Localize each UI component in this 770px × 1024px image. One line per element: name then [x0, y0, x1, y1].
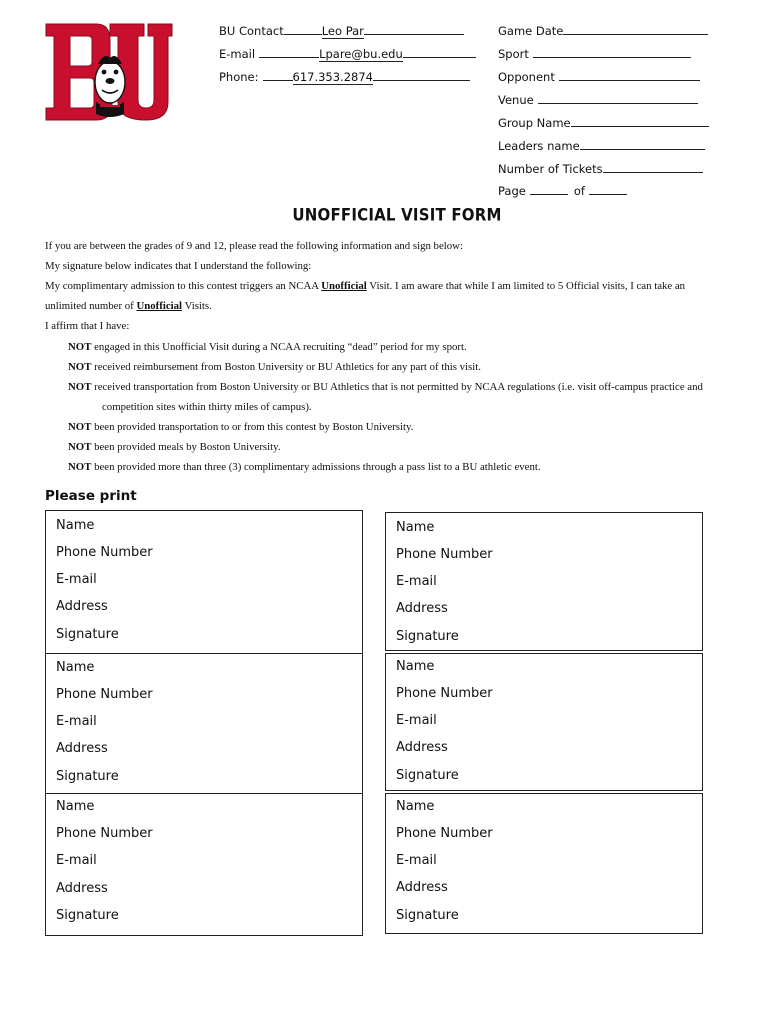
affirmation-item — [68, 362, 481, 373]
tickets-line — [498, 162, 703, 176]
page-line — [498, 184, 627, 198]
intro-line-4-pre: unlimited number of — [45, 300, 137, 312]
signature-box-right-3 — [385, 793, 703, 934]
signature-box-right-2 — [385, 653, 703, 791]
phone-field[interactable]: Phone Number — [396, 686, 493, 701]
affirmation-item — [68, 382, 703, 393]
sport-line — [498, 47, 691, 61]
phone-label: Phone: — [219, 70, 259, 84]
phone-field[interactable]: Phone Number — [56, 687, 153, 702]
phone-field[interactable]: Phone Number — [396, 826, 493, 841]
intro-line-5: I affirm that I have: — [45, 320, 130, 332]
email-field[interactable]: E-mail — [56, 572, 97, 587]
tickets-label: Number of Tickets — [498, 162, 603, 176]
intro-line-3 — [45, 281, 685, 292]
intro-line-3-post: Visit. I am aware that while I am limited to 5 Official visits, I can take an — [366, 280, 686, 292]
signature-field[interactable]: Signature — [396, 908, 459, 923]
intro-line-4 — [45, 301, 212, 312]
signature-field[interactable]: Signature — [396, 768, 459, 783]
intro-line-3-unofficial: Unofficial — [321, 280, 367, 292]
form-title: UNOFFICIAL VISIT FORM — [292, 204, 502, 226]
address-field[interactable]: Address — [396, 880, 448, 895]
name-field[interactable]: Name — [396, 659, 435, 674]
signature-field[interactable]: Signature — [56, 627, 119, 642]
bu-logo — [44, 22, 174, 122]
affirmation-not: NOT — [68, 361, 92, 373]
affirmation-not: NOT — [68, 441, 92, 453]
phone-field[interactable]: Phone Number — [56, 545, 153, 560]
signature-field[interactable]: Signature — [56, 769, 119, 784]
phone-field[interactable]: Phone Number — [396, 547, 493, 562]
venue-label: Venue — [498, 93, 534, 107]
phone-value: 617.353.2874 — [292, 70, 373, 84]
name-field[interactable]: Name — [56, 518, 95, 533]
affirmation-text: competition sites within thirty miles of campus). — [102, 401, 312, 413]
affirmation-item — [68, 422, 413, 433]
opponent-label: Opponent — [498, 70, 555, 84]
bu-contact-label: BU Contact — [219, 24, 284, 38]
affirmation-text: been provided meals by Boston University. — [91, 441, 281, 453]
affirmation-not: NOT — [68, 341, 92, 353]
address-field[interactable]: Address — [396, 601, 448, 616]
page-label: Page — [498, 184, 526, 198]
address-field[interactable]: Address — [396, 740, 448, 755]
phone-field[interactable]: Phone Number — [56, 826, 153, 841]
intro-line-4-unofficial: Unofficial — [136, 300, 183, 312]
email-field[interactable]: E-mail — [56, 853, 97, 868]
name-field[interactable]: Name — [396, 520, 435, 535]
email-field[interactable]: E-mail — [396, 853, 437, 868]
affirmation-item — [68, 462, 541, 473]
phone-line — [219, 70, 470, 85]
intro-line-3-pre: My complimentary admission to this contest triggers an NCAA — [45, 280, 322, 292]
name-field[interactable]: Name — [56, 660, 95, 675]
bu-contact-value: Leo Par — [321, 24, 364, 38]
address-field[interactable]: Address — [56, 741, 108, 756]
signature-field[interactable]: Signature — [396, 629, 459, 644]
affirmation-text: been provided more than three (3) complimentary admissions through a pass list to a BU athletic event. — [91, 461, 541, 473]
signature-field[interactable]: Signature — [56, 908, 119, 923]
email-field[interactable]: E-mail — [396, 574, 437, 589]
name-field[interactable]: Name — [56, 799, 95, 814]
address-field[interactable]: Address — [56, 881, 108, 896]
affirmation-not: NOT — [68, 461, 92, 473]
of-label: of — [573, 184, 585, 198]
group-name-line — [498, 116, 709, 130]
affirmation-text: been provided transportation to or from this contest by Boston University. — [91, 421, 414, 433]
game-date-label: Game Date — [498, 24, 564, 38]
signature-box-left — [45, 510, 363, 936]
divider — [46, 793, 362, 794]
affirmation-not: NOT — [68, 421, 92, 433]
intro-line-1: If you are between the grades of 9 and 12, please read the following information and sign below: — [45, 240, 463, 252]
email-value: Lpare@bu.edu — [319, 47, 403, 61]
leaders-name-line — [498, 139, 705, 153]
leaders-name-label: Leaders name — [498, 139, 580, 153]
group-name-label: Group Name — [498, 116, 571, 130]
affirmation-item — [68, 342, 467, 353]
affirmation-not: NOT — [68, 381, 92, 393]
affirmation-text: received transportation from Boston University or BU Athletics that is not permitted by NCAA regulations (i.e. visit off-campus practice and — [91, 381, 703, 393]
intro-line-2: My signature below indicates that I understand the following: — [45, 260, 312, 272]
signature-box-right-1 — [385, 512, 703, 651]
opponent-line — [498, 70, 700, 84]
venue-line — [498, 93, 698, 107]
affirmation-text: engaged in this Unofficial Visit during a NCAA recruiting “dead” period for my sport. — [91, 341, 467, 353]
email-field[interactable]: E-mail — [56, 714, 97, 729]
affirmation-text: received reimbursement from Boston University or BU Athletics for any part of this visit. — [91, 361, 481, 373]
bu-contact-line — [219, 24, 464, 39]
intro-line-4-post: Visits. — [182, 300, 212, 312]
game-date-line — [498, 24, 708, 38]
name-field[interactable]: Name — [396, 799, 435, 814]
email-line — [219, 47, 476, 62]
email-label: E-mail — [219, 47, 256, 61]
affirmation-item — [68, 442, 281, 453]
please-print-heading: Please print — [45, 488, 137, 504]
affirmation-continuation — [102, 402, 312, 413]
email-field[interactable]: E-mail — [396, 713, 437, 728]
address-field[interactable]: Address — [56, 599, 108, 614]
divider — [46, 653, 362, 654]
sport-label: Sport — [498, 47, 529, 61]
